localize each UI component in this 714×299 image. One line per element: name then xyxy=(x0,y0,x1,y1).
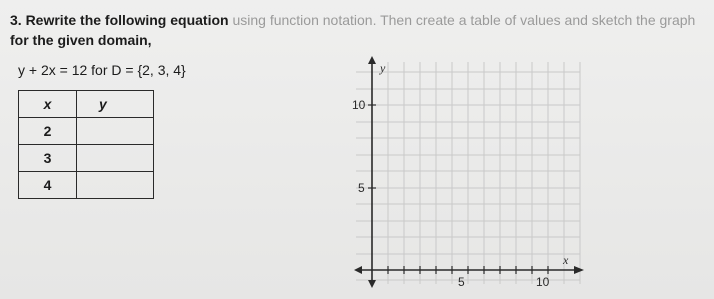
y-axis-label: y xyxy=(380,61,386,75)
table-header-y: y xyxy=(77,91,154,118)
table-cell-y[interactable] xyxy=(77,172,154,199)
question-text-bold: 3. Rewrite the following equation xyxy=(10,12,229,28)
y-tick-label-10: 10 xyxy=(352,98,366,112)
table-cell-x: 3 xyxy=(19,145,77,172)
x-axis-arrow-icon xyxy=(574,266,584,274)
x-tick-label-5: 5 xyxy=(458,275,465,289)
question-text-faded: using function notation. Then create a table of values and sketch the graph xyxy=(232,12,696,28)
table-row xyxy=(19,118,154,145)
y-axis-down-arrow-icon xyxy=(368,280,376,288)
table-cell-x: 4 xyxy=(19,172,77,199)
question-text-line2: for the given domain, xyxy=(10,32,152,48)
y-tick-label-5: 5 xyxy=(358,181,365,195)
values-table xyxy=(18,90,154,199)
table-header-x: x xyxy=(19,91,77,118)
equation: y + 2x = 12 for D = {2, 3, 4} xyxy=(18,62,186,78)
coordinate-grid[interactable] xyxy=(348,52,588,292)
question-text xyxy=(10,12,695,28)
table-cell-x: 2 xyxy=(19,118,77,145)
x-axis-left-arrow-icon xyxy=(354,266,362,274)
table-header-row xyxy=(19,91,154,118)
x-tick-label-10: 10 xyxy=(536,275,550,289)
table-row xyxy=(19,145,154,172)
x-axis-label: x xyxy=(563,253,569,267)
table-cell-y[interactable] xyxy=(77,145,154,172)
table-row xyxy=(19,172,154,199)
y-axis-arrow-icon xyxy=(368,56,376,64)
table-cell-y[interactable] xyxy=(77,118,154,145)
